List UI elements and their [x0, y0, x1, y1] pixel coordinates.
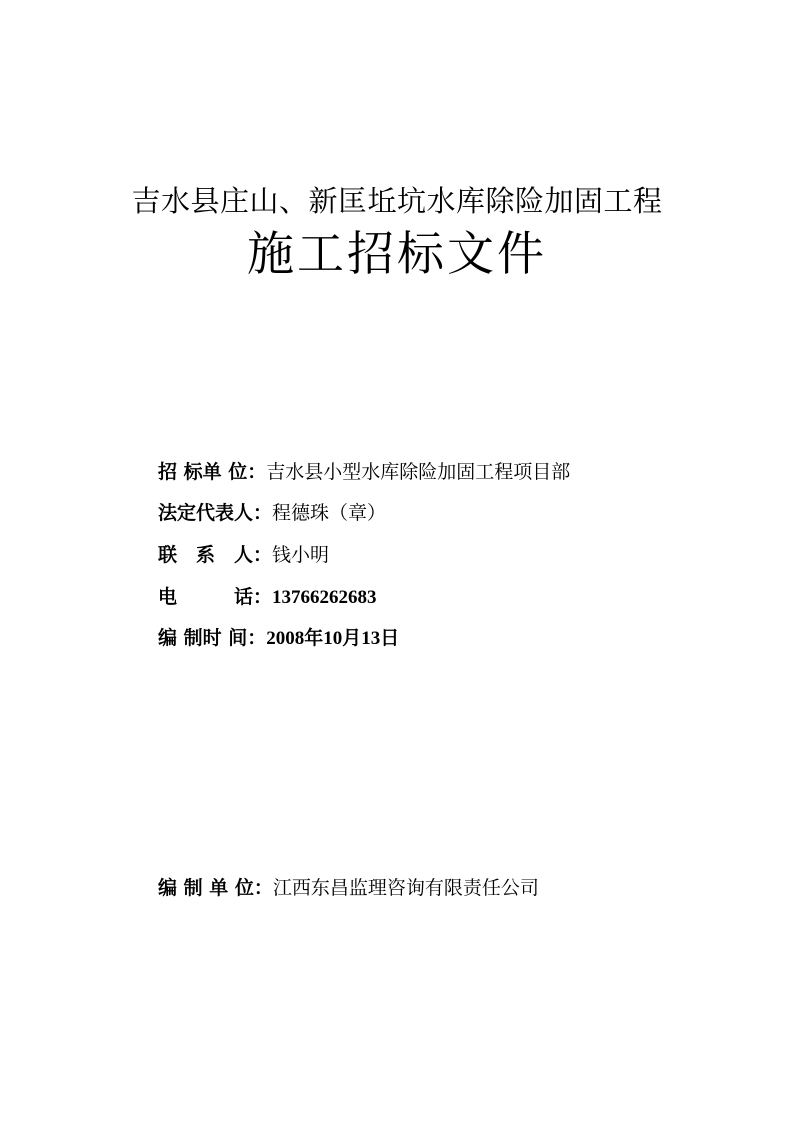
document-title-main: 施工招标文件: [247, 227, 547, 282]
contact-person-row: [158, 542, 329, 568]
phone-value: 13766262683: [272, 587, 377, 608]
compiler-unit-label: 编 制 单 位：: [158, 877, 273, 899]
contact-person-label: 联 系 人：: [158, 544, 273, 566]
compiler-unit-row: [158, 875, 539, 901]
legal-representative-value: 程德珠（章）: [272, 502, 387, 524]
phone-label: 电 话：: [158, 586, 273, 608]
tenderer-value: 吉水县小型水库除险加固工程项目部: [266, 461, 571, 483]
legal-representative-label: 法定代表人：: [158, 502, 273, 524]
tenderer-label: 招 标单 位：: [158, 461, 267, 483]
phone-row: [158, 584, 377, 611]
tenderer-row: [158, 459, 570, 485]
document-title-project: 吉水县庄山、新匡坵坑水库除险加固工程: [131, 184, 663, 218]
compile-date-value: 2008年10月13日: [266, 628, 400, 649]
contact-person-value: 钱小明: [272, 544, 330, 566]
legal-representative-row: [158, 500, 386, 526]
compiler-unit-value: 江西东昌监理咨询有限责任公司: [272, 877, 539, 899]
compile-date-label: 编 制时 间：: [158, 627, 267, 649]
compile-date-row: [158, 625, 399, 652]
